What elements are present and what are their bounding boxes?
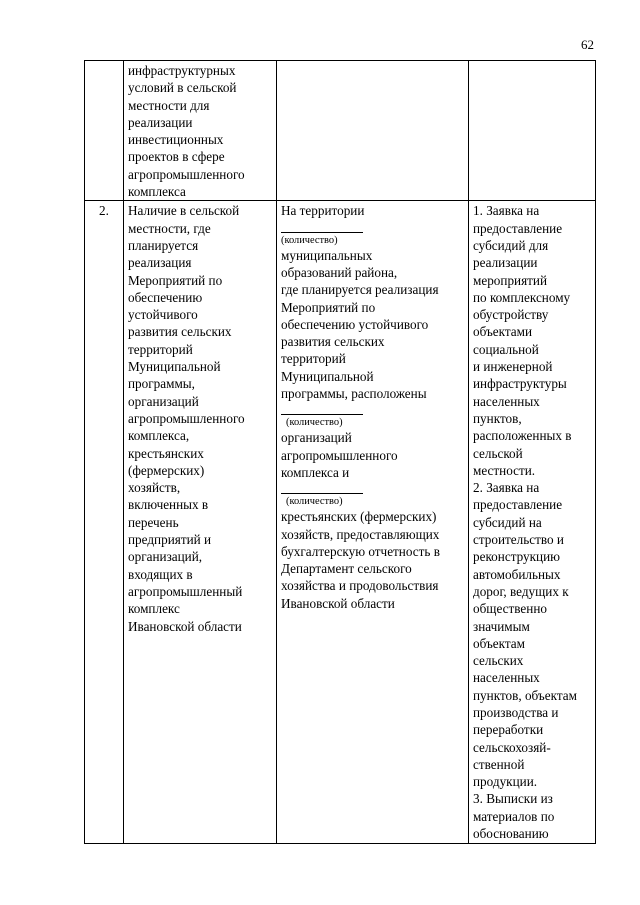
text-line: и инженерной [473, 359, 553, 375]
text-line: (фермерских) [128, 462, 205, 478]
text-line: предоставление [473, 497, 563, 513]
text-line: 1. Заявка на [473, 203, 540, 219]
text-line: Наличие в сельской [128, 203, 240, 219]
text-line: реконструкцию [473, 549, 560, 565]
text-line: агропромышленного [128, 166, 245, 182]
text-line: Ивановской области [128, 618, 242, 634]
text-line: инвестиционных [128, 132, 224, 148]
fill-in-line [281, 481, 363, 494]
text-line: бухгалтерскую отчетность в [281, 543, 440, 559]
text-line: населенных [473, 393, 540, 409]
text-line: предприятий и [128, 532, 212, 548]
text-line: агропромышленного [281, 447, 398, 463]
criteria-table [84, 60, 596, 844]
text-line: На территории [281, 203, 365, 219]
text-line: агропромышленного [128, 410, 245, 426]
municipalities-text [281, 247, 464, 403]
row-number-cell: 2. [85, 201, 124, 844]
page-number: 62 [581, 37, 594, 52]
text-line: обеспечению устойчивого [281, 316, 429, 332]
text-line: организаций [281, 430, 352, 446]
quantity-hint: (количество) [286, 496, 343, 508]
text-line: 2. Заявка на [473, 480, 540, 496]
quantity-hint: (количество) [286, 417, 343, 429]
text-line: инфраструктурных [128, 63, 236, 78]
text-line: крестьянских [128, 445, 204, 461]
text-line: расположенных в [473, 428, 572, 444]
text-line: включенных в [128, 497, 209, 513]
text-line: крестьянских (фермерских) [281, 509, 437, 525]
quantity-hint: (количество) [281, 234, 338, 246]
text-line: реализация [128, 255, 192, 271]
text-line: территорий [281, 351, 346, 367]
text-line: перечень [128, 514, 179, 530]
text-line: хозяйств, предоставляющих [281, 526, 440, 542]
criterion-cell [124, 201, 277, 844]
text-line: хозяйства и продовольствия [281, 578, 439, 594]
text-line: автомобильных [473, 566, 561, 582]
documents-cell [469, 201, 596, 844]
text-line: комплекс [128, 601, 180, 617]
text-line: социальной [473, 341, 539, 357]
text-line: местности для [128, 97, 210, 113]
text-line: Мероприятий по [128, 272, 223, 288]
organizations-text [281, 429, 464, 481]
criterion-cell [124, 61, 277, 201]
text-line: агропромышленный [128, 583, 243, 599]
text-line: Муниципальной [281, 368, 374, 384]
fill-in-line [281, 402, 363, 415]
text-line: объектам [473, 635, 526, 651]
text-line: обоснованию [473, 826, 549, 842]
text-line: местности, где [128, 220, 211, 236]
farms-text [281, 508, 464, 612]
text-line: сельской [473, 445, 523, 461]
text-line: переработки [473, 722, 544, 738]
text-line: комплекса, [128, 428, 190, 444]
text-line: Мероприятий по [281, 299, 376, 315]
text-line: 3. Выписки из [473, 791, 553, 807]
text-line: инфраструктуры [473, 376, 567, 392]
text-line: Департамент сельского [281, 561, 412, 577]
text-line: реализации [473, 255, 538, 271]
text-line: сельских [473, 653, 524, 669]
text-line: продукции. [473, 774, 538, 790]
text-line: предоставление [473, 220, 563, 236]
text-line: сельскохозяй- [473, 739, 551, 755]
text-line: программы, расположены [281, 386, 427, 402]
text-line: хозяйств, [128, 480, 181, 496]
text-line: комплекса и [281, 464, 350, 480]
text-line: по комплексному [473, 289, 571, 305]
text-line: строительство и [473, 532, 564, 548]
text-line: проектов в сфере [128, 149, 225, 165]
text-line: общественно [473, 601, 547, 617]
text-line: субсидий для [473, 237, 549, 253]
text-line: Ивановской области [281, 595, 395, 611]
text-line: дорог, ведущих к [473, 583, 569, 599]
fill-in-line [281, 220, 363, 233]
text-line: Муниципальной [128, 359, 221, 375]
table-row [85, 61, 596, 201]
row-number-cell [85, 61, 124, 201]
text-line: населенных [473, 670, 540, 686]
text-line: условий в сельской [128, 80, 237, 96]
text-line: развития сельских [128, 324, 232, 340]
text-line: планируется [128, 237, 199, 253]
text-line: организаций [128, 393, 199, 409]
text-line: образований района, [281, 264, 398, 280]
text-line: развития сельских [281, 334, 385, 350]
text-line: производства и [473, 704, 559, 720]
text-line: обустройству [473, 307, 549, 323]
value-cell [277, 61, 469, 201]
text-line: комплекса [128, 184, 186, 200]
text-line: муниципальных [281, 247, 373, 263]
text-line: материалов по [473, 808, 555, 824]
table-row [85, 201, 596, 844]
text-line: входящих в [128, 566, 193, 582]
value-cell [277, 201, 469, 844]
documents-cell [469, 61, 596, 201]
text-line: пунктов, объектам [473, 687, 577, 703]
text-line: мероприятий [473, 272, 548, 288]
text-line: территорий [128, 341, 193, 357]
text-line: устойчивого [128, 307, 198, 323]
text-line: где планируется реализация [281, 282, 439, 298]
text-line: местности. [473, 462, 536, 478]
text-line: ственной [473, 756, 525, 772]
text-line: реализации [128, 114, 193, 130]
text-line: значимым [473, 618, 530, 634]
text-line: программы, [128, 376, 195, 392]
text-line: организаций, [128, 549, 203, 565]
text-line: субсидий на [473, 514, 542, 530]
text-line: пунктов, [473, 410, 522, 426]
text-line: объектами [473, 324, 533, 340]
text-line: обеспечению [128, 289, 203, 305]
territory-text [281, 202, 464, 219]
